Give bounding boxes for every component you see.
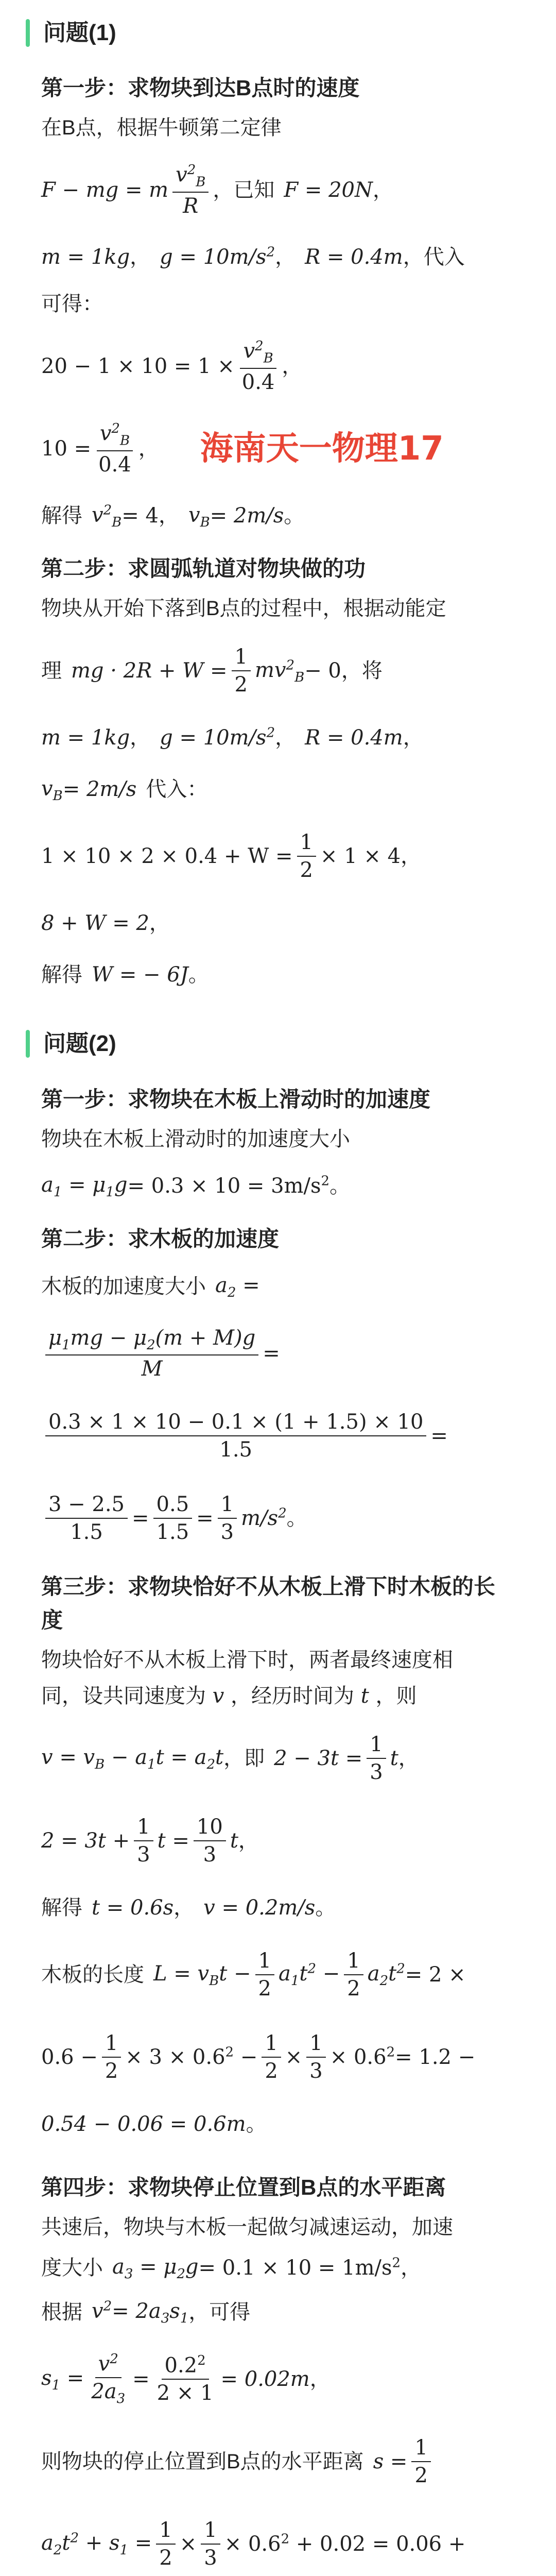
equation-energy: 理 mg · 2R + W = $\frac{1}{2}$ $mv^2_B$ − 0 ，将 xyxy=(41,645,383,697)
problem-1-heading xyxy=(26,15,525,50)
equation-a1: $a_1 = \mu_1g$ = $0.3 \times 10 = 3m/s^2$ 。 xyxy=(41,1173,351,1200)
step-title: 第二步：求木板的加速度 xyxy=(41,1226,280,1251)
step-title: 第一步：求物块在木板上滑动时的加速度 xyxy=(41,1087,431,1111)
equation-newton: F − mg = m $\frac{v^2_B}{R}$ ，已知 F = 20N ， xyxy=(41,162,393,218)
equation-common-velocity: $v = v_B - a_1t = a_2t$ ，即 2 − 3t = $\frac{1}{3}$ t ， xyxy=(41,1732,419,1784)
equation-a2-label: 木板的加速度大小 $a_2$ = xyxy=(41,1274,260,1301)
equation-distance-sub: $a_2t^2 + s_1$ = $\frac{1}{2}$ × $\frac{1}{3}$ × $0.6^2 + 0.02 = 0.06$ + xyxy=(41,2518,466,2570)
equation-givens: m = 1kg ， $g = 10m/s^2$ ， R = 0.4m ， xyxy=(41,725,424,750)
equation-length-sub: 0.6 − $\frac{1}{2}$ × $3 \times 0.6^2$ − $\frac{1}{2}$ × $\frac{1}{3}$ × $0.6^2$ = 1.2 − xyxy=(41,2031,476,2083)
equation-givens: m = 1kg ， $g = 10m/s^2$ ， R = 0.4m ，代入 xyxy=(41,244,465,269)
paragraph: 在B点，根据牛顿第二定律 xyxy=(41,116,282,140)
fraction: $\frac{v^2_B}{R}$ xyxy=(172,162,208,218)
paragraph: 物块从开始下落到B点的过程中，根据动能定 xyxy=(41,597,446,620)
problem-title: 问题(2) xyxy=(43,1031,116,1057)
equation-length-result: 0.54 − 0.06 = 0.6m 。 xyxy=(41,2112,267,2136)
equation-distance: 则物块的停止位置到B点的水平距离 s = $\frac{1}{2}$ xyxy=(41,2426,525,2498)
equation-substitute: 20 − 1 × 10 = 1 × $\frac{v^2_B}{0.4}$ ， xyxy=(41,338,303,394)
equation-vb-value: $v_B$ = 2m/s 代入： xyxy=(41,776,208,804)
step-title: 第二步：求圆弧轨道对物块做的功 xyxy=(41,556,366,581)
step-title: 第一步：求物块到达B点时的速度 xyxy=(41,76,360,100)
equation-a2-formula: $\frac{\mu_1mg - \mu_2(m + M)g}{M}$ = xyxy=(41,1317,525,1389)
heading-accent-bar xyxy=(26,19,30,47)
equation-kinematics: 根据 $v^2= 2a_3s_1$ ，可得 xyxy=(41,2299,251,2327)
watermark-text: 海南天一物理17 xyxy=(200,429,444,468)
paragraph: 可得： xyxy=(41,293,103,316)
equation-a2-sub: $\frac{0.3 \times 1 \times 10 - 0.1 \times (1 + 1.5) \times 10}{1.5}$ = xyxy=(41,1400,525,1472)
equation-work-simplify: 8 + W = 2 ， xyxy=(41,911,170,936)
equation-a3: 度大小 $a_3 = \mu_2g$ = $0.1 \times 10 = 1m/s^2$ ， xyxy=(41,2255,422,2282)
equation-length: 木板的长度 $L = v_Bt$ − $\frac{1}{2}$ $a_1t^2$ − $\frac{1}{2}$ $a_2t^2$ = 2 × xyxy=(41,1948,466,2001)
step-title: 第三步：求物块恰好不从木板上滑下时木板的长 度 xyxy=(41,1574,496,1632)
equation-s1: $s_1$ = $\frac{v^2}{2a_3}$ = $\frac{0.2^2}{2 \times 1}$ = 0.02m ， xyxy=(41,2351,331,2407)
paragraph: 同，设共同速度为 v ，经历时间为 t ，则 xyxy=(41,1684,417,1708)
equation-time-result: 解得 t = 0.6s ， v = 0.2m/s 。 xyxy=(41,1895,336,1920)
equation-result: 10 = $\frac{v^2_B}{0.4}$ ， 海南天一物理17 xyxy=(41,421,444,477)
problem-2-heading xyxy=(26,1026,525,1061)
step-title: 第四步：求物块停止位置到B点的水平距离 xyxy=(41,2175,446,2199)
equation-work-sub: 1 × 10 × 2 × 0.4 + W = $\frac{1}{2}$ × 1 × 4 ， xyxy=(41,831,422,883)
paragraph: 物块在木板上滑动时的加速度大小 xyxy=(41,1127,350,1150)
problem-title: 问题(1) xyxy=(43,20,116,45)
equation-time: 2 = 3t + $\frac{1}{3}$ t = $\frac{10}{3}$ t ， xyxy=(41,1815,259,1867)
paragraph: 共速后，物块与木板一起做匀减速运动，加速 xyxy=(41,2216,453,2239)
equation-solve-vb: 解得 $v^2_B$ = 4 ， $v_B$ = 2m/s 。 xyxy=(41,502,305,530)
equation-work-result: 解得 W = − 6J 。 xyxy=(41,963,209,987)
equation-a2-result: $\frac{3 - 2.5}{1.5}$ = $\frac{0.5}{1.5}$ = $\frac{1}{3}$ $m/s^2$ 。 xyxy=(41,1482,525,1554)
heading-accent-bar xyxy=(26,1030,30,1058)
paragraph: 物块恰好不从木板上滑下时，两者最终速度相 xyxy=(41,1648,453,1671)
